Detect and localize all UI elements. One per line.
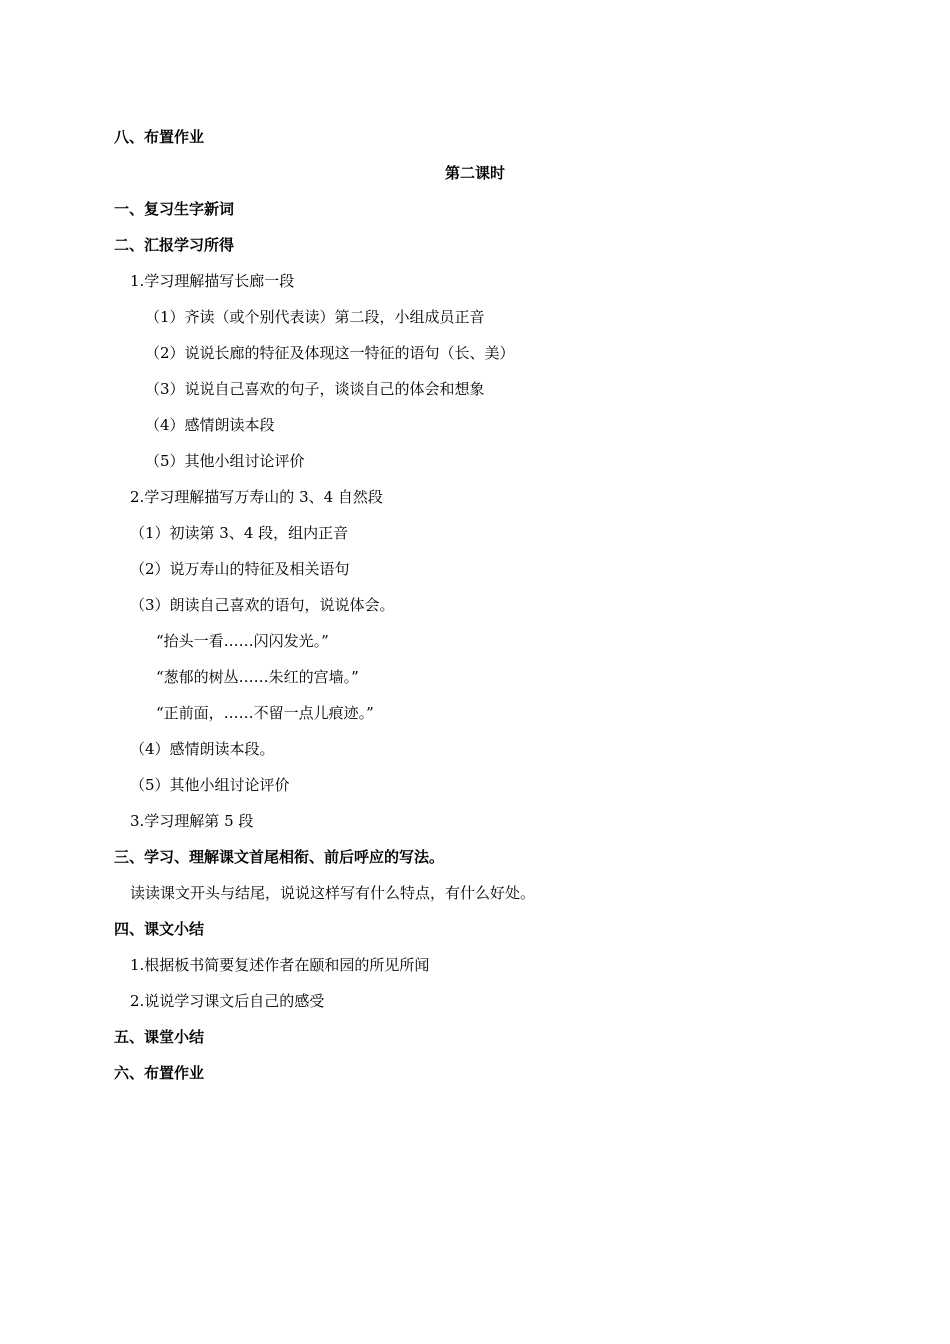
item-corridor: 1.学习理解描写长廊一段 bbox=[130, 272, 295, 290]
list-item: （3）朗读自己喜欢的语句，说说体会。 bbox=[130, 596, 395, 614]
section-structure: 三、学习、理解课文首尾相衔、前后呼应的写法。 bbox=[114, 848, 445, 866]
heading-homework-top: 八、布置作业 bbox=[114, 128, 205, 146]
lesson-title: 第二课时 bbox=[444, 164, 505, 182]
list-item: （4）感情朗读本段 bbox=[145, 416, 275, 434]
section-review-words: 一、复习生字新词 bbox=[114, 200, 235, 218]
list-item: （5）其他小组讨论评价 bbox=[130, 776, 290, 794]
list-item: （2）说万寿山的特征及相关语句 bbox=[130, 560, 350, 578]
quote-line: “正前面，……不留一点儿痕迹。” bbox=[156, 704, 374, 722]
list-item: （2）说说长廊的特征及体现这一特征的语句（长、美） bbox=[145, 344, 515, 362]
quote-line: “葱郁的树丛……朱红的宫墙。” bbox=[156, 668, 359, 686]
list-item: （1）齐读（或个别代表读）第二段，小组成员正音 bbox=[145, 308, 485, 326]
section-homework: 六、布置作业 bbox=[114, 1064, 205, 1082]
list-item: （3）说说自己喜欢的句子，谈谈自己的体会和想象 bbox=[145, 380, 485, 398]
list-item: （4）感情朗读本段。 bbox=[130, 740, 275, 758]
item-fifth-paragraph: 3.学习理解第 5 段 bbox=[130, 812, 254, 830]
list-item: 1.根据板书简要复述作者在颐和园的所见所闻 bbox=[130, 956, 430, 974]
list-item: （1）初读第 3、4 段，组内正音 bbox=[130, 524, 349, 542]
list-item: （5）其他小组讨论评价 bbox=[145, 452, 305, 470]
section-summary: 四、课文小结 bbox=[114, 920, 205, 938]
section-report-learning: 二、汇报学习所得 bbox=[114, 236, 235, 254]
item-longevity-hill: 2.学习理解描写万寿山的 3、4 自然段 bbox=[130, 488, 383, 506]
quote-line: “抬头一看……闪闪发光。” bbox=[156, 632, 329, 650]
section-structure-text: 读读课文开头与结尾，说说这样写有什么特点，有什么好处。 bbox=[130, 884, 536, 902]
section-class-summary: 五、课堂小结 bbox=[114, 1028, 205, 1046]
list-item: 2.说说学习课文后自己的感受 bbox=[130, 992, 325, 1010]
